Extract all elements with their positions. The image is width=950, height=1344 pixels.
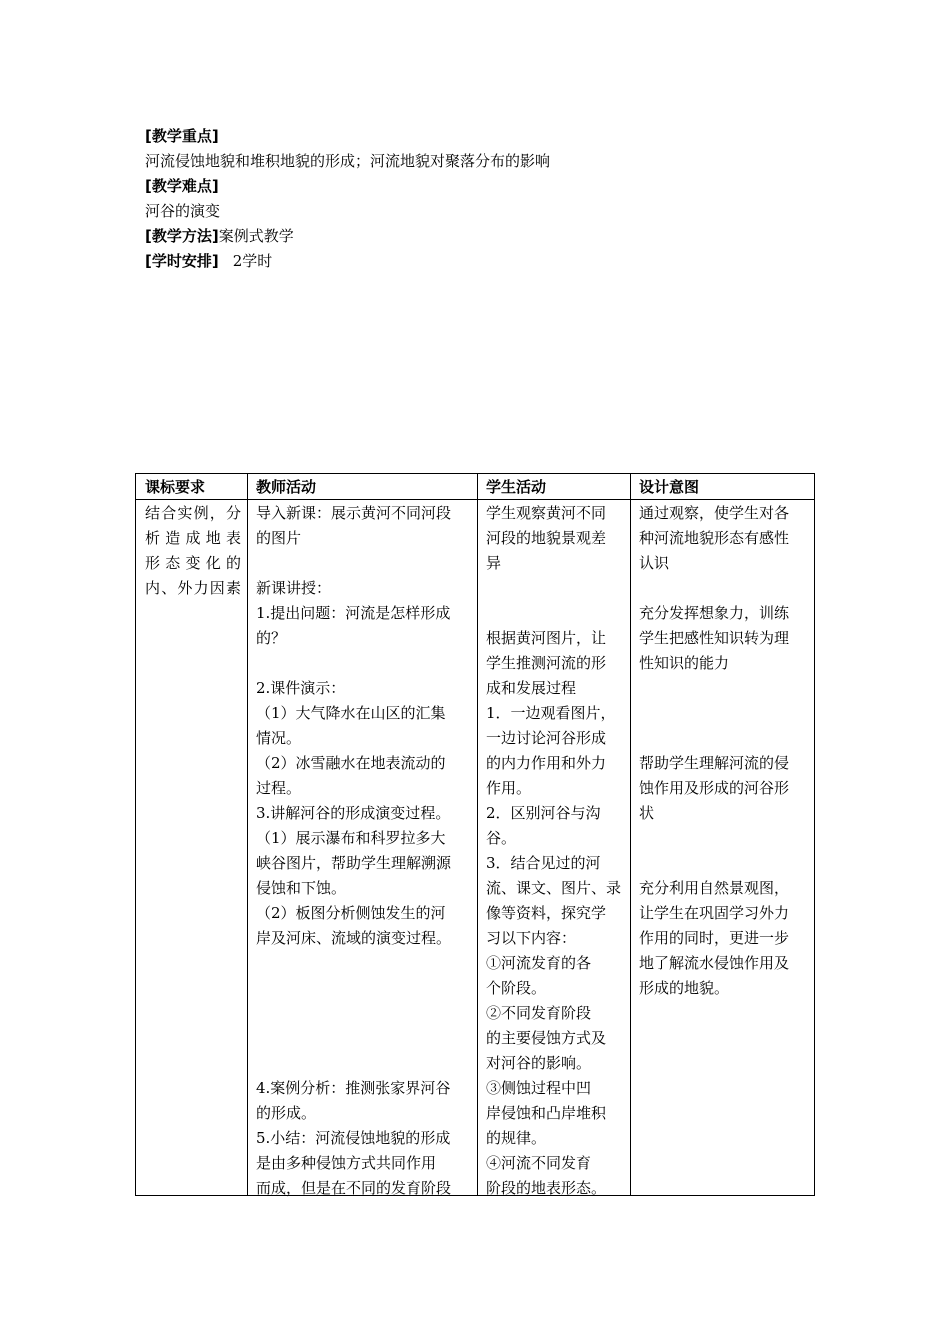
- cell-line: 对河谷的影响。: [486, 1054, 592, 1072]
- cell-line: 阶段的地表形态。: [486, 1179, 607, 1197]
- cell-line: 新课讲授：: [256, 579, 332, 597]
- cell-line: 的主要侵蚀方式及: [486, 1029, 607, 1047]
- cell-line: 充分发挥想象力，训练: [639, 604, 790, 622]
- cell-line: 根据黄河图片，让: [486, 629, 607, 647]
- cell-line: ④河流不同发育: [486, 1154, 592, 1172]
- cell-line: 学生把感性知识转为理: [639, 629, 790, 647]
- cell-line: 岸及河床、流域的演变过程。: [256, 929, 452, 947]
- cell-line: 异: [486, 554, 502, 572]
- col-student: [486, 501, 624, 1201]
- cell-line: 学生观察黄河不同: [486, 504, 607, 522]
- cell-line: 作用。: [486, 779, 532, 797]
- cell-line: 4.案例分析：推测张家界河谷: [256, 1079, 451, 1097]
- cell-line: 析造成地表: [145, 529, 241, 547]
- cell-line: 形态变化的: [145, 554, 241, 572]
- cell-line: （1）展示瀑布和科罗拉多大: [256, 829, 446, 847]
- header-design: 设计意图: [639, 478, 700, 496]
- cell-line: [639, 726, 811, 751]
- col-teacher: [256, 501, 472, 1201]
- cell-line: [256, 651, 472, 676]
- cell-line: 结合实例，分: [145, 504, 241, 522]
- cell-line: 1．一边观看图片，: [486, 704, 616, 722]
- cell-line: [639, 826, 811, 851]
- cell-line: （1）大气降水在山区的汇集: [256, 704, 446, 722]
- cell-line: [256, 1001, 472, 1026]
- cell-line: ①河流发育的各: [486, 954, 592, 972]
- header-teacher: 教师活动: [256, 478, 317, 496]
- header-curriculum: 课标要求: [145, 478, 206, 496]
- cell-line: 成和发展过程: [486, 679, 577, 697]
- cell-line: 让学生在巩固学习外力: [639, 904, 790, 922]
- cell-line: 充分利用自然景观图，: [639, 879, 790, 897]
- key-points-label: [教学重点]: [145, 127, 219, 145]
- cell-line: [256, 551, 472, 576]
- cell-line: 的形成。: [256, 1104, 317, 1122]
- cell-line: [486, 601, 624, 626]
- cell-line: 状: [639, 804, 655, 822]
- cell-line: 而成，但是在不同的发育阶段: [256, 1179, 452, 1197]
- cell-line: 习以下内容：: [486, 929, 577, 947]
- cell-line: 帮助学生理解河流的侵: [639, 754, 790, 772]
- key-points-text: 河流侵蚀地貌和堆积地貌的形成；河流地貌对聚落分布的影响: [145, 152, 551, 170]
- cell-line: 侵蚀和下蚀。: [256, 879, 347, 897]
- cell-line: [486, 576, 624, 601]
- hours-text: 2学时: [232, 252, 273, 270]
- method-text: 案例式教学: [218, 227, 294, 245]
- difficulty-label: [教学难点]: [145, 177, 219, 195]
- column-divider: [247, 474, 248, 1195]
- cell-line: 的内力作用和外力: [486, 754, 607, 772]
- cell-line: 的图片: [256, 529, 302, 547]
- col-design: [639, 501, 811, 1001]
- column-divider: [630, 474, 631, 1195]
- cell-line: 一边讨论河谷形成: [486, 729, 607, 747]
- cell-line: 情况。: [256, 729, 302, 747]
- cell-line: 地了解流水侵蚀作用及: [639, 954, 790, 972]
- cell-line: 作用的同时，更进一步: [639, 929, 790, 947]
- method-row: [145, 224, 294, 249]
- header-student: 学生活动: [486, 478, 547, 496]
- cell-line: [256, 1051, 472, 1076]
- cell-line: 过程。: [256, 779, 302, 797]
- cell-line: 导入新课：展示黄河不同河段: [256, 504, 452, 522]
- cell-line: [639, 851, 811, 876]
- col-curriculum: [145, 501, 241, 601]
- cell-line: 个阶段。: [486, 979, 547, 997]
- cell-line: [639, 676, 811, 701]
- cell-line: 1.提出问题：河流是怎样形成: [256, 604, 451, 622]
- cell-line: 河段的地貌景观差: [486, 529, 607, 547]
- cell-line: 种河流地貌形态有感性: [639, 529, 790, 547]
- cell-line: [256, 976, 472, 1001]
- cell-line: 流、课文、图片、录: [486, 879, 622, 897]
- cell-line: 5.小结：河流侵蚀地貌的形成: [256, 1129, 451, 1147]
- cell-line: 性知识的能力: [639, 654, 730, 672]
- cell-line: 内、外力因素: [145, 579, 241, 597]
- cell-line: （2）板图分析侧蚀发生的河: [256, 904, 446, 922]
- cell-line: 岸侵蚀和凸岸堆积: [486, 1104, 607, 1122]
- cell-line: 是由多种侵蚀方式共同作用: [256, 1154, 437, 1172]
- hours-row: [145, 249, 272, 274]
- hours-label: [学时安排]: [145, 252, 219, 270]
- cell-line: [639, 576, 811, 601]
- cell-line: （2）冰雪融水在地表流动的: [256, 754, 446, 772]
- cell-line: 谷。: [486, 829, 517, 847]
- cell-line: 通过观察，使学生对各: [639, 504, 790, 522]
- cell-line: 2．区别河谷与沟: [486, 804, 601, 822]
- column-divider: [477, 474, 478, 1195]
- lesson-plan-table: [135, 473, 815, 1196]
- difficulty-text: 河谷的演变: [145, 202, 221, 220]
- header-divider: [136, 499, 814, 500]
- method-label: [教学方法]: [145, 227, 219, 245]
- cell-line: 的规律。: [486, 1129, 547, 1147]
- cell-line: 3.讲解河谷的形成演变过程。: [256, 804, 451, 822]
- cell-line: 蚀作用及形成的河谷形: [639, 779, 790, 797]
- cell-line: 的？: [256, 629, 287, 647]
- cell-line: 形成的地貌。: [639, 979, 730, 997]
- cell-line: ②不同发育阶段: [486, 1004, 592, 1022]
- cell-line: [639, 701, 811, 726]
- cell-line: 峡谷图片，帮助学生理解溯源: [256, 854, 452, 872]
- cell-line: 3．结合见过的河: [486, 854, 601, 872]
- cell-line: 学生推测河流的形: [486, 654, 607, 672]
- cell-line: [256, 951, 472, 976]
- cell-line: ③侧蚀过程中凹: [486, 1079, 592, 1097]
- cell-line: 认识: [639, 554, 670, 572]
- cell-line: [256, 1026, 472, 1051]
- cell-line: 像等资料，探究学: [486, 904, 607, 922]
- cell-line: 2.课件演示：: [256, 679, 346, 697]
